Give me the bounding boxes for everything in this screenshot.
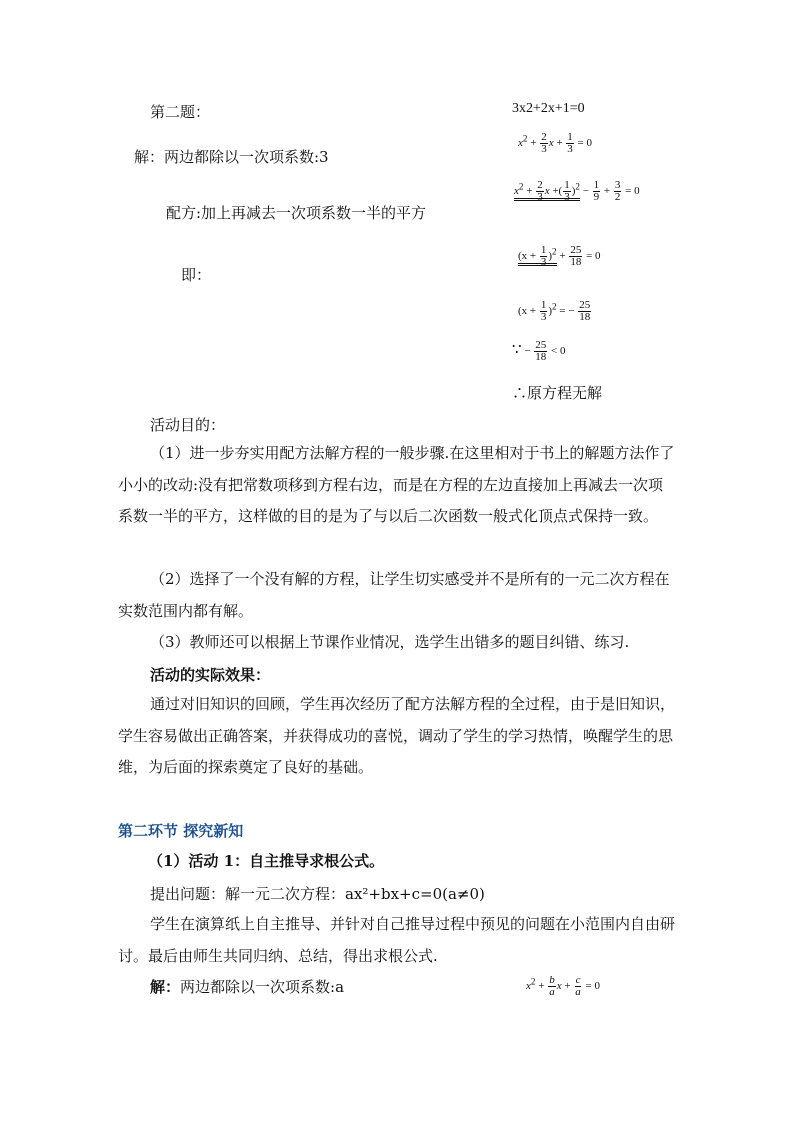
solve-label: 解： (150, 978, 181, 996)
effect-text: 通过对旧知识的回顾，学生再次经历了配方法解方程的全过程，由于是旧知识，学生容易做出正确答案，并获得成功的喜悦，调动了学生的学习热情，唤醒学生的思维，为后面的探索奠定了良好的基础。 (118, 695, 676, 776)
because-symbol: ∵ (512, 342, 522, 359)
section-heading: 第二环节 探究新知 (118, 822, 244, 840)
conclusion: ∴原方程无解 (512, 384, 603, 402)
purpose-heading: 活动目的： (150, 416, 226, 434)
underlined-square: (x + $\frac{1}{3}$ )$^2$ (518, 244, 557, 268)
effect-heading: 活动的实际效果： (150, 666, 271, 684)
underlined-term: $x^2$ + $\frac{2}{3}$ x +( $\frac{1}{3}$ )$^2$ (514, 179, 580, 203)
step-divide: 解：两边都除以一次项系数:3 (134, 148, 329, 166)
equation-step2: $x^2$ + $\frac{2}{3}$ x +( $\frac{1}{3}$ )$^2$ − $\frac{1}{9}$ + $\frac{3}{2}$ = 0 (514, 179, 640, 203)
solve-line (150, 976, 344, 997)
purpose-item-3: （3）教师还可以根据上节课作业情况，选学生出错多的题目纠错、练习. (150, 633, 630, 651)
solve-text: 两边都除以一次项系数:a (180, 978, 345, 996)
inequality-because: ∵ − $\frac{25}{18}$ < 0 (512, 339, 566, 363)
activity-1-title: （1）活动 1：自主推导求根公式。 (148, 852, 385, 870)
step-that-is: 即： (181, 266, 212, 284)
purpose-item-1: （1）进一步夯实用配方法解方程的一般步骤.在这里相对于书上的解题方法作了小小的改动:没有把常数项移到方程右边，而是在方程的左边直接加上再减去一次项系数一半的平方，这样做的目的是为了与以后二次函数一般式化顶点式保持一致。 (118, 444, 675, 525)
question-text: 提出问题：解一元二次方程：ax²+bx+c=0(a≠0) (150, 885, 485, 903)
equation-step3: (x + $\frac{1}{3}$ )$^2$ + $\frac{25}{18}$ = 0 (518, 244, 601, 268)
discussion-text: 学生在演算纸上自主推导、并针对自己推导过程中预见的问题在小范围内自由研讨。最后由师生共同归纳、总结，得出求根公式. (118, 915, 676, 965)
equation-step4: (x + $\frac{1}{3}$ )$^2$ = − $\frac{25}{18}$ (518, 299, 591, 323)
purpose-item-2: （2）选择了一个没有解的方程，让学生切实感受并不是所有的一元二次方程在实数范围内都有解。 (118, 570, 670, 620)
problem-title: 第二题： (150, 103, 211, 121)
equation-original: 3x2+2x+1=0 (512, 101, 585, 116)
equation-step1: $x^2$ + $\frac{2}{3}$ x + $\frac{1}{3}$ = 0 (518, 131, 593, 155)
step-complete-square: 配方:加上再减去一次项系数一半的平方 (166, 204, 427, 222)
equation-general: $x^2$ + $\frac{b}{a}$ x + $\frac{c}{a}$ = 0 (526, 974, 601, 998)
